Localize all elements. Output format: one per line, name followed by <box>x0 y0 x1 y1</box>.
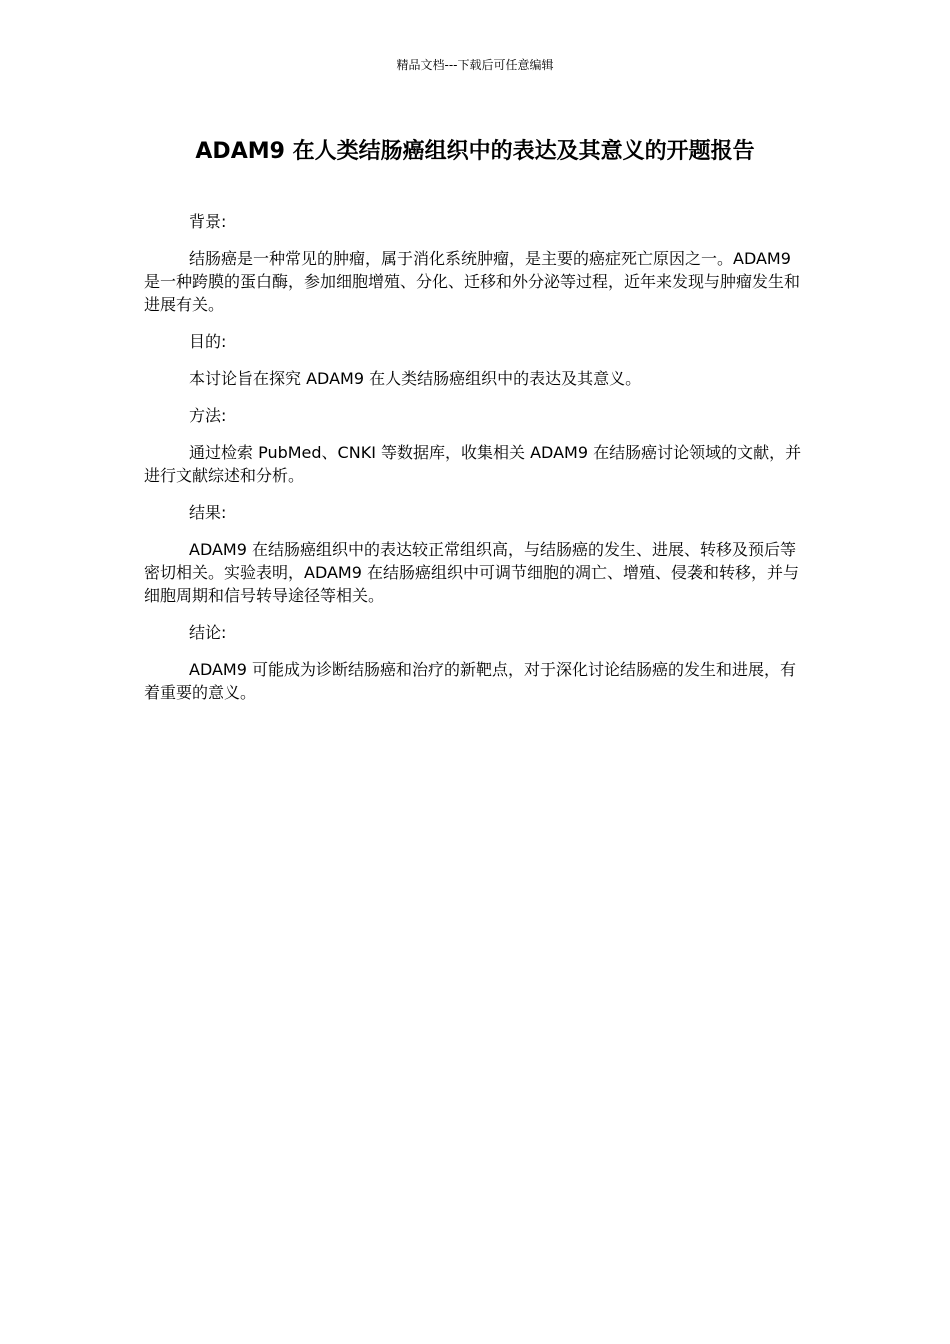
section-body-conclusion: ADAM9 可能成为诊断结肠癌和治疗的新靶点，对于深化讨论结肠癌的发生和进展，有着重要的意义。 <box>144 660 797 702</box>
section-body-purpose: 本讨论旨在探究 ADAM9 在人类结肠癌组织中的表达及其意义。 <box>189 369 642 388</box>
section-body-background: 结肠癌是一种常见的肿瘤，属于消化系统肿瘤，是主要的癌症死亡原因之一。ADAM9 是一种跨膜的蛋白酶，参加细胞增殖、分化、迁移和外分泌等过程，近年来发现与肿瘤发生和进展有关。 <box>144 249 801 314</box>
section-heading-purpose: 目的: <box>189 332 227 351</box>
document-title: ADAM9 在人类结肠癌组织中的表达及其意义的开题报告 <box>195 139 755 164</box>
section-body-results: ADAM9 在结肠癌组织中的表达较正常组织高，与结肠癌的发生、进展、转移及预后等密切相关。实验表明，ADAM9 在结肠癌组织中可调节细胞的凋亡、增殖、侵袭和转移，并与细胞周期和信号转导途径等相关。 <box>144 540 800 605</box>
section-heading-conclusion: 结论: <box>189 623 227 642</box>
document-body <box>144 210 804 718</box>
section-heading-results: 结果: <box>189 503 227 522</box>
section-body-methods: 通过检索 PubMed、CNKI 等数据库，收集相关 ADAM9 在结肠癌讨论领域的文献，并进行文献综述和分析。 <box>144 443 802 485</box>
section-heading-methods: 方法: <box>189 406 227 425</box>
section-heading-background: 背景: <box>189 212 227 231</box>
header-note: 精品文档---下载后可任意编辑 <box>396 58 554 72</box>
